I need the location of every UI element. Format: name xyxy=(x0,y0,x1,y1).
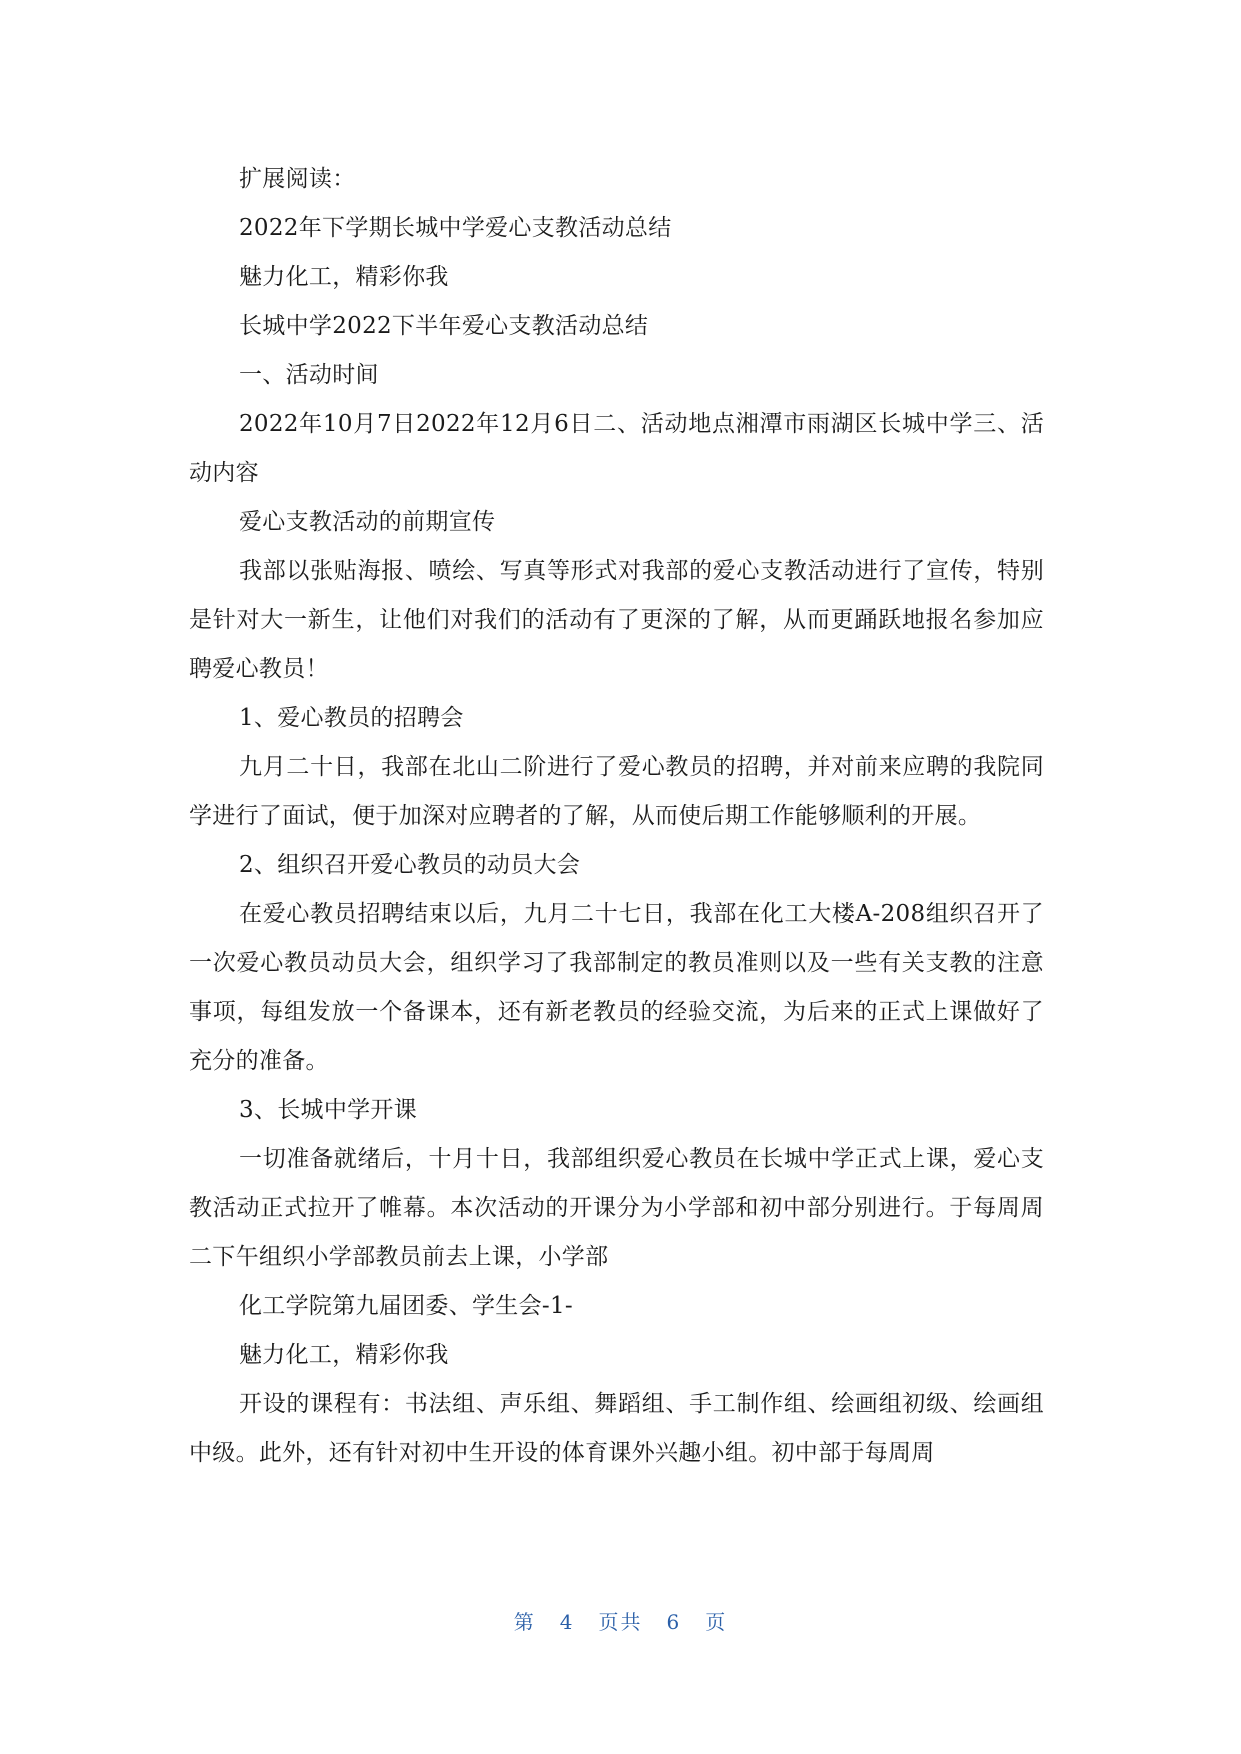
paragraph: 1、爱心教员的招聘会 xyxy=(239,705,464,731)
paragraph: 魅力化工，精彩你我 xyxy=(239,264,449,290)
paragraph: 2022年10月7日2022年12月6日二、活动地点湘潭市雨湖区长城中学三、活动内容 xyxy=(189,411,1044,486)
paragraph: 魅力化工，精彩你我 xyxy=(239,1342,449,1368)
paragraph: 2022年下学期长城中学爱心支教活动总结 xyxy=(239,215,672,241)
paragraph: 一、活动时间 xyxy=(239,362,379,388)
paragraph: 3、长城中学开课 xyxy=(239,1097,418,1123)
paragraph: 长城中学2022下半年爱心支教活动总结 xyxy=(239,313,649,339)
paragraph: 扩展阅读： xyxy=(239,166,356,192)
paragraph: 九月二十日，我部在北山二阶进行了爱心教员的招聘，并对前来应聘的我院同学进行了面试，便于加深对应聘者的了解，从而使后期工作能够顺利的开展。 xyxy=(189,754,1044,829)
page-label-prefix: 第 xyxy=(513,1610,536,1634)
paragraph: 化工学院第九届团委、学生会-1- xyxy=(239,1293,573,1319)
paragraph: 一切准备就绪后，十月十日，我部组织爱心教员在长城中学正式上课，爱心支教活动正式拉开了帷幕。本次活动的开课分为小学部和初中部分别进行。于每周周二下午组织小学部教员前去上课，小学部 xyxy=(189,1146,1044,1270)
page-label-middle: 页共 xyxy=(598,1610,643,1634)
paragraph: 开设的课程有：书法组、声乐组、舞蹈组、手工制作组、绘画组初级、绘画组中级。此外，还有针对初中生开设的体育课外兴趣小组。初中部于每周周 xyxy=(189,1391,1044,1466)
paragraph: 爱心支教活动的前期宣传 xyxy=(239,509,496,535)
current-page-number: 4 xyxy=(559,1610,575,1634)
page-label-suffix: 页 xyxy=(705,1610,728,1634)
paragraph: 在爱心教员招聘结束以后，九月二十七日，我部在化工大楼A-208组织召开了一次爱心教员动员大会，组织学习了我部制定的教员准则以及一些有关支教的注意事项，每组发放一个备课本，还有新老教员的经验交流，为后来的正式上课做好了充分的准备。 xyxy=(189,901,1044,1074)
paragraph: 2、组织召开爱心教员的动员大会 xyxy=(239,852,581,878)
total-pages-number: 6 xyxy=(666,1610,682,1634)
paragraph: 我部以张贴海报、喷绘、写真等形式对我部的爱心支教活动进行了宣传，特别是针对大一新生，让他们对我们的活动有了更深的了解，从而更踊跃地报名参加应聘爱心教员！ xyxy=(189,558,1044,682)
document-body xyxy=(189,155,1044,1478)
page-footer xyxy=(0,1606,1241,1635)
